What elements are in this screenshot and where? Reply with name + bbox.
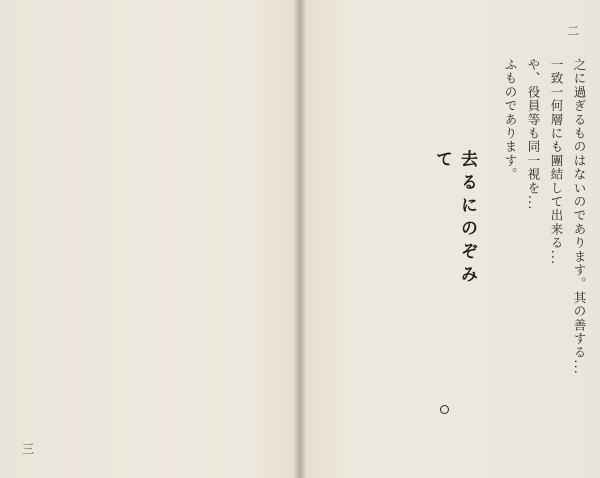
circle-mark-icon: [440, 405, 449, 414]
page-number-left: 三: [22, 442, 35, 456]
page-number-right: 二: [567, 24, 580, 38]
book-gutter: [293, 0, 307, 478]
right-page-column: 之に過ぎるものはないのであります。其の善する...: [572, 58, 587, 375]
section-heading: 去るにのぞみて: [432, 150, 477, 288]
right-page-column: ふものであります。: [503, 58, 518, 182]
right-page-column: 一致一何層にも團結して出来る...: [549, 58, 564, 266]
left-page: [0, 0, 298, 478]
right-page-column: や、役員等も同一視を...: [526, 58, 541, 211]
